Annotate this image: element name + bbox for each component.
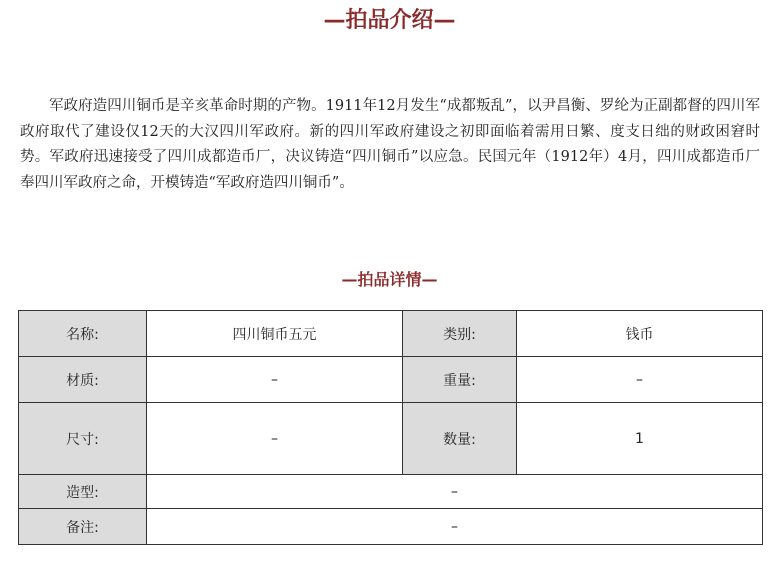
material-value: – bbox=[147, 357, 403, 403]
lot-details-title: —拍品详情— bbox=[341, 270, 438, 289]
shape-value: – bbox=[147, 475, 763, 509]
name-value: 四川铜币五元 bbox=[147, 311, 403, 357]
category-label: 类别: bbox=[403, 311, 517, 357]
note-value: – bbox=[147, 509, 763, 545]
lot-intro-title: —拍品介绍— bbox=[323, 8, 456, 33]
shape-label: 造型: bbox=[19, 475, 147, 509]
quantity-label: 数量: bbox=[403, 403, 517, 475]
table-row bbox=[19, 311, 763, 357]
category-value: 钱币 bbox=[517, 311, 763, 357]
weight-label: 重量: bbox=[403, 357, 517, 403]
lot-details-table bbox=[18, 310, 763, 545]
table-row bbox=[19, 403, 763, 475]
table-row bbox=[19, 475, 763, 509]
table-row bbox=[19, 357, 763, 403]
name-label: 名称: bbox=[19, 311, 147, 357]
size-value: – bbox=[147, 403, 403, 475]
size-label: 尺寸: bbox=[19, 403, 147, 475]
weight-value: – bbox=[517, 357, 763, 403]
quantity-value: 1 bbox=[517, 403, 763, 475]
material-label: 材质: bbox=[19, 357, 147, 403]
note-label: 备注: bbox=[19, 509, 147, 545]
lot-intro-text: 军政府造四川铜币是辛亥革命时期的产物。1911年12月发生“成都叛乱”，以尹昌衡、罗纶为正副都督的四川军政府取代了建设仅12天的大汉四川军政府。新的四川军政府建设之初即面临着需用日繁、度支日绌的财政困窘时势。军政府迅速接受了四川成都造币厂，决议铸造“四川铜币”以应急。民国元年（1912年）4月，四川成都造币厂奉四川军政府之命，开模铸造“军政府造四川铜币”。 bbox=[20, 98, 760, 191]
table-row bbox=[19, 509, 763, 545]
